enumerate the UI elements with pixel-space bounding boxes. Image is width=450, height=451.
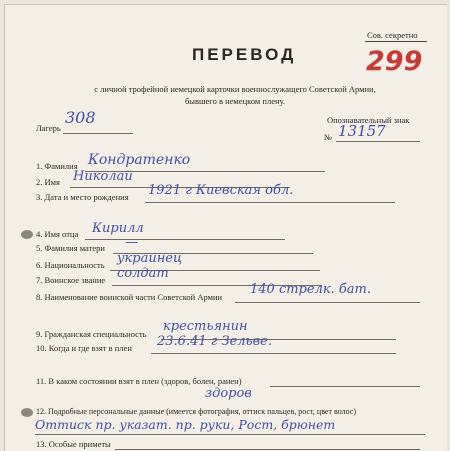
- punch-hole-2: [21, 408, 33, 417]
- field-8-label: 8. Наименование воинской части Советской Армии: [36, 292, 223, 302]
- field-3-value: 1921 г Киевская обл.: [148, 183, 294, 198]
- field-7-value: солдат: [117, 266, 169, 281]
- field-8-line: [235, 302, 420, 303]
- subtitle-line-2: бывшего в немецком плену.: [184, 96, 286, 106]
- field-5-label: 5. Фамилия матери: [36, 243, 105, 253]
- field-2-label: 2. Имя: [36, 177, 60, 187]
- field-9-value: крестьянин: [163, 319, 248, 334]
- document-number: 299: [366, 46, 423, 77]
- field-4-label: 4. Имя отца: [36, 229, 79, 239]
- field-6-label: 6. Национальность: [36, 260, 105, 270]
- tag-line: [336, 141, 420, 142]
- field-10-value: 23.6.41 г Зельве.: [157, 334, 272, 349]
- field-1-label: 1. Фамилия: [36, 161, 78, 171]
- field-9-label: 9. Гражданская специальность: [36, 329, 147, 339]
- field-4-line: [85, 239, 285, 240]
- field-5-value: —: [125, 235, 138, 250]
- tag-value: 13157: [338, 122, 386, 140]
- field-11-label: 11. В каком состоянии взят в плен (здоров, болен, ранен): [36, 376, 242, 386]
- field-3-label: 3. Дата и место рождения: [36, 192, 129, 202]
- field-2-value: Николай: [73, 169, 133, 184]
- field-8-value: 140 стрелк. бат.: [250, 282, 372, 297]
- camp-line: [63, 133, 133, 134]
- field-10-line: [151, 353, 396, 354]
- field-1-value: Кондратенко: [88, 152, 191, 168]
- punch-hole-1: [21, 230, 33, 239]
- field-11-value: здоров: [205, 386, 252, 401]
- secret-underline: [365, 41, 427, 42]
- field-6-value: украинец: [117, 251, 183, 266]
- field-12-label: 12. Подробные персональные данные (имеется фотография, оттиск пальцев, рост, цвет волос): [36, 407, 356, 416]
- secret-stamp: Сов. секретно: [367, 30, 418, 40]
- subtitle-line-1: с личной трофейной немецкой карточки военнослужащего Советской Армии,: [94, 84, 376, 94]
- field-12-value: Оттиск пр. указат. пр. руки, Рост, брюнет: [35, 417, 336, 432]
- field-10-label: 10. Когда и где взят в плен: [36, 343, 132, 353]
- tag-number-sign: №: [324, 132, 333, 142]
- tag-label: Опознавательный знак: [327, 115, 410, 125]
- field-12-line: [35, 434, 425, 435]
- field-11-line: [270, 386, 420, 387]
- field-7-label: 7. Воинское звание: [36, 275, 106, 285]
- field-13-label: 13. Особые приметы: [36, 439, 111, 449]
- document-sheet: [4, 4, 447, 451]
- field-4-value: Кирилл: [92, 221, 144, 236]
- camp-value: 308: [65, 108, 96, 127]
- camp-label: Лагерь: [36, 123, 61, 133]
- document-title: ПЕРЕВОД: [192, 45, 297, 64]
- field-3-line: [145, 202, 395, 203]
